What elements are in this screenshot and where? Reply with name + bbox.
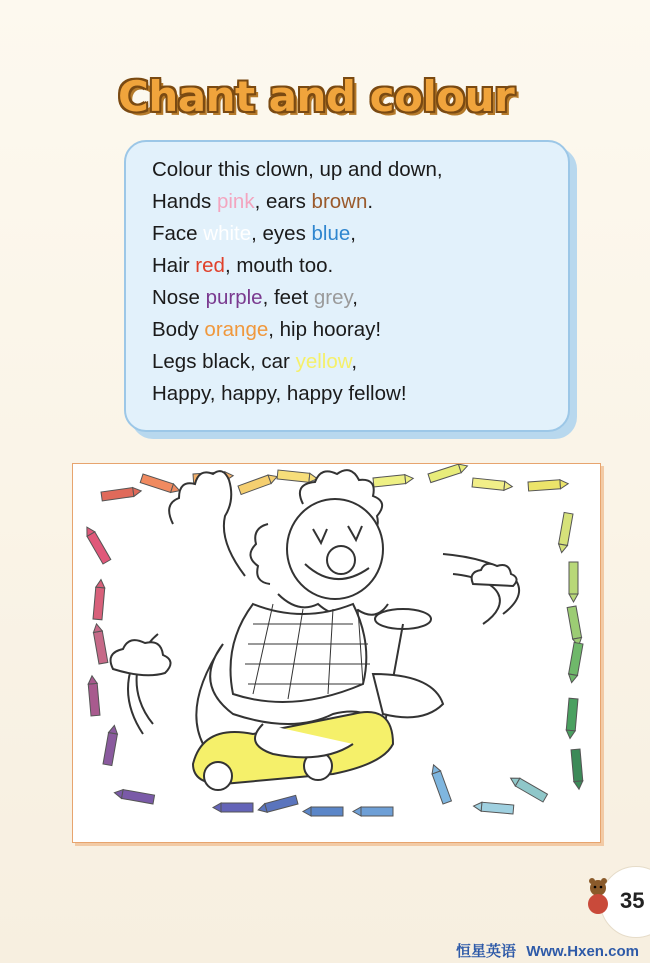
- chant-text: Body: [152, 318, 205, 341]
- chant-line: [152, 318, 381, 342]
- chant-line: [152, 222, 356, 246]
- colouring-picture: [72, 463, 601, 843]
- chant-text: , ears: [254, 190, 312, 213]
- chant-line: [152, 254, 333, 278]
- chant-line: [152, 158, 443, 182]
- chant-text: Nose: [152, 286, 206, 309]
- colour-word-blue: blue: [311, 222, 351, 245]
- chant-text: Legs black, car: [152, 350, 296, 373]
- chant-text: Colour this clown, up and down,: [152, 158, 443, 181]
- chant-text: Hair: [152, 254, 196, 277]
- colour-word-yellow: yellow: [295, 350, 352, 373]
- clown-drawing: [111, 470, 520, 790]
- chant-line: [152, 350, 357, 374]
- footer-watermark: [456, 940, 645, 961]
- bear-mascot-icon: [583, 876, 613, 916]
- chant-text: , eyes: [251, 222, 312, 245]
- chant-text: Happy, happy, happy fellow!: [152, 382, 407, 405]
- colour-word-pink: pink: [216, 190, 255, 213]
- page-number: 35: [620, 888, 645, 913]
- chant-line: [152, 286, 358, 310]
- colour-word-white: white: [203, 222, 252, 245]
- chant-text: ,: [351, 350, 358, 373]
- colour-word-brown: brown: [311, 190, 368, 213]
- chant-text: ,: [350, 222, 356, 245]
- chant-line: [152, 190, 373, 214]
- colour-word-red: red: [195, 254, 225, 277]
- chant-text: , mouth too.: [224, 254, 334, 277]
- chant-text: .: [367, 190, 374, 213]
- footer-url: Www.Hxen.com: [526, 943, 639, 960]
- page-title: Chant and colour: [118, 72, 515, 121]
- chant-text: ,: [352, 286, 358, 309]
- chant-text: Hands: [152, 190, 217, 213]
- chant-text: , hip hooray!: [268, 318, 382, 341]
- chant-text: , feet: [262, 286, 314, 309]
- colour-word-purple: purple: [205, 286, 263, 309]
- chant-text: Face: [152, 222, 204, 245]
- footer-site-name: 恒星英语: [456, 943, 517, 960]
- chant-box: [124, 140, 570, 432]
- chant-line: [152, 382, 407, 406]
- colour-word-grey: grey: [313, 286, 353, 309]
- colour-word-orange: orange: [204, 318, 269, 341]
- clown-illustration: [73, 464, 600, 842]
